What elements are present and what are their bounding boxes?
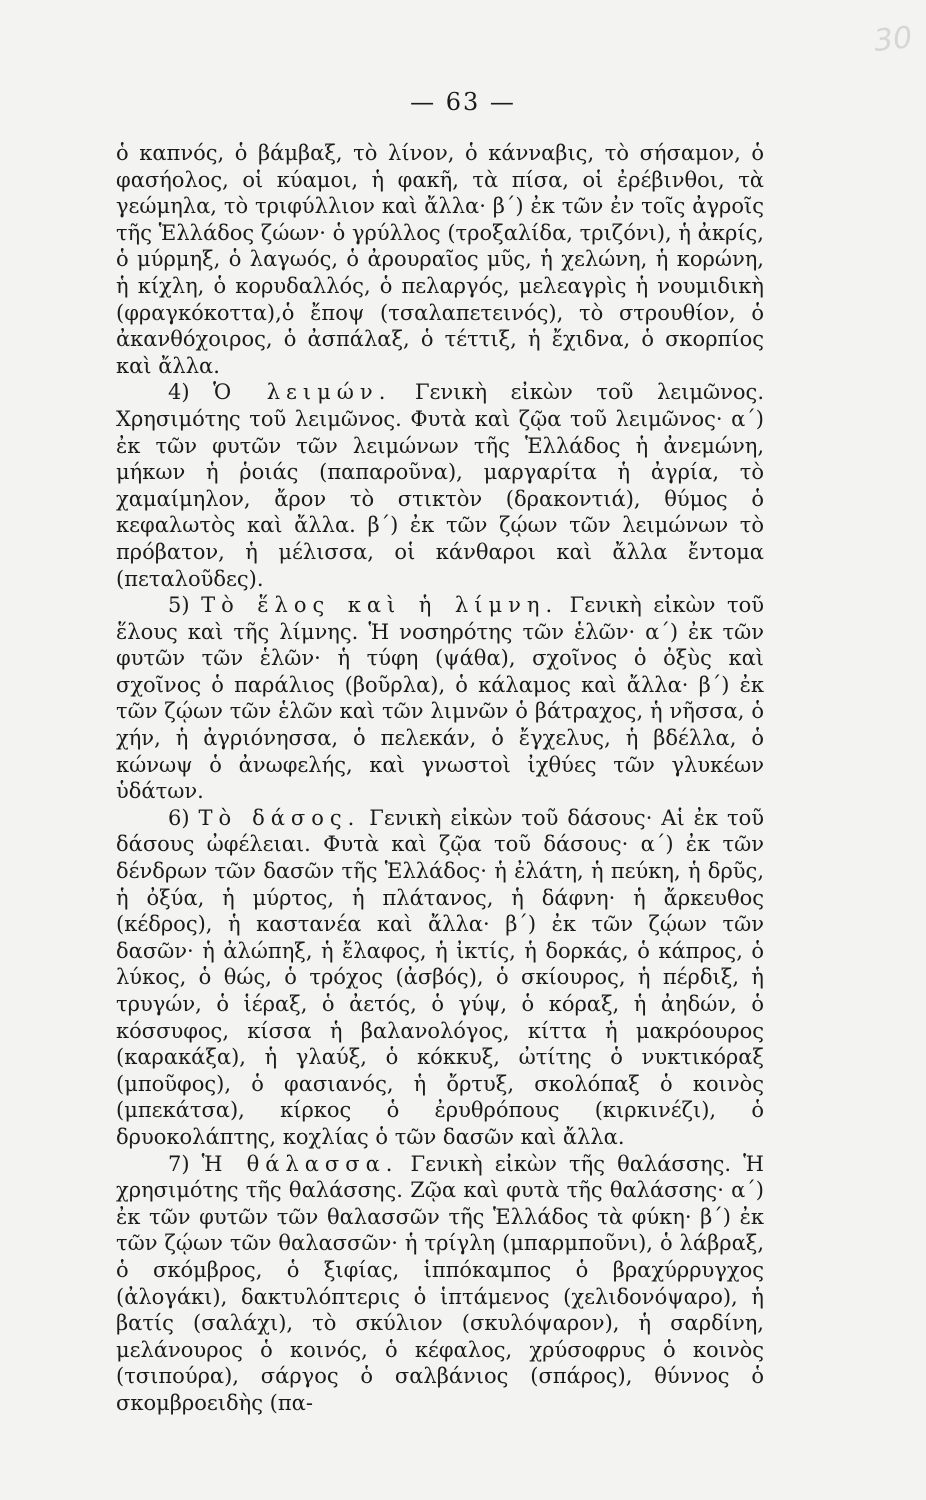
section-text-forest: Γενικὴ εἰκὼν τοῦ δάσους· Αἱ ἐκ τοῦ δάσους ὠφέλειαι. Φυτὰ καὶ ζῷα τοῦ δάσους· α΄) ἐκ τῶν δένδρων τῶν δασῶν τῆς Ἑλλάδος· ἡ ἐλάτη, ἡ πεύκη, ἡ δρῦς, ἡ ὀξύα, ἡ μύρτος, ἡ πλάτανος, ἡ δάφνη· ἡ ἄρκευθος (κέδρος), ἡ καστανέα καὶ ἄλλα· β΄) ἐκ τῶν ζῴων τῶν δασῶν· ἡ ἀλώπηξ, ἡ ἔλαφος, ἡ ἰκτίς, ἡ δορκάς, ὁ κάπρος, ὁ λύκος, ὁ θώς, ὁ τρόχος (ἀσβός), ὁ σκίουρος, ἡ πέρδιξ, ἡ τρυγών, ὁ ἱέραξ, ὁ ἀετός, ὁ γύψ, ὁ κόραξ, ἡ ἀηδών, ὁ κόσσυφος, κίσσα ἡ βαλανολόγος, κίττα ἡ μακρόουρος (καρακάξα), ἡ γλαύξ, ὁ κόκκυξ, ὠτίτης ὁ νυκτικόραξ (μποῦφος), ὁ φασιανός, ἡ ὄρτυξ, σκολόπαξ ὁ κοινὸς (μπεκάτσα), κίρκος ὁ ἐρυθρόπους (κιρκινέζι), ὁ δρυοκολάπτης, κοχλίας ὁ τῶν δασῶν καὶ ἄλλα. <box>116 805 764 1149</box>
section-text-marsh-lake: Γενικὴ εἰκὼν τοῦ ἕλους καὶ τῆς λίμνης. Ἡ νοσηρότης τῶν ἑλῶν· α΄) ἐκ τῶν φυτῶν τῶν ἑλῶν· ἡ τύφη (ψάθα), σχοῖνος ὁ ὀξὺς καὶ σχοῖνος ὁ παράλιος (βοῦρλα), ὁ κάλαμος καὶ ἄλλα· β΄) ἐκ τῶν ζῴων τῶν ἑλῶν καὶ τῶν λιμνῶν ὁ βάτραχος, ἡ νῆσσα, ὁ χήν, ἡ ἀγριόνησσα, ὁ πελεκάν, ὁ ἔγχελυς, ἡ βδέλλα, ὁ κώνωψ ὁ ἀνωφελής, καὶ γνωστοὶ ἰχθύες τῶν γλυκέων ὑδάτων. <box>116 593 764 804</box>
section-number: 5) <box>168 593 202 618</box>
page-number: — 63 — <box>410 88 516 116</box>
section-heading-sea: Ἡ θάλασσα. <box>201 1151 399 1176</box>
section-text-sea: Γενικὴ εἰκὼν τῆς θαλάσσης. Ἡ χρησιμότης τῆς θαλάσσης. Ζῷα καὶ φυτὰ τῆς θαλάσσης· α΄) ἐκ τῶν φυτῶν τῶν θαλασσῶν τῆς Ἑλλάδος τὰ φύκη· β΄) ἐκ τῶν ζῴων τῶν θαλασσῶν· ἡ τρίγλη (μπαρμποῦνι), ὁ λάβραξ, ὁ σκόμβρος, ὁ ξιφίας, ἱππόκαμπος ὁ βραχύρρυγχος (ἀλογάκι), δακτυλόπτερις ὁ ἱπτάμενος (χελιδονόψαρο), ἡ βατίς (σαλάχι), τὸ σκύλιον (σκυλόψαρον), ἡ σαρδίνη, μελάνουρος ὁ κοινός, ὁ κέφαλος, χρύσοφρυς ὁ κοινὸς (τσιπούρα), σάργος ὁ σαλβάνιος (σπάρος), θύννος ὁ σκομβροειδὴς (πα- <box>116 1151 764 1415</box>
paragraph-sea <box>116 1151 764 1417</box>
section-heading-meadow: Ὁ λειμών. <box>213 380 392 405</box>
section-heading-forest: Τὸ δάσος. <box>198 805 361 830</box>
paragraph-fields-continued: ὁ καπνός, ὁ βάμβαξ, τὸ λίνον, ὁ κάνναβις, τὸ σήσαμον, ὁ φασήολος, οἱ κύαμοι, ἡ φακῆ, τὰ πίσα, οἱ ἐρέβινθοι, τὰ γεώμηλα, τὸ τριφύλλιον καὶ ἄλλα· β΄) ἐκ τῶν ἐν τοῖς ἀγροῖς τῆς Ἑλλάδος ζώων· ὁ γρύλλος (τροξαλίδα, τριζόνι), ἡ ἀκρίς, ὁ μύρμηξ, ὁ λαγωός, ὁ ἀρουραῖος μῦς, ἡ χελώνη, ἡ κορώνη, ἡ κίχλη, ὁ κορυδαλλός, ὁ πελαργός, μελεαγρὶς ἡ νουμιδικὴ (φραγκόκοττα),ὁ ἔποψ (τσαλαπετεινός), τὸ στρουθίον, ὁ ἀκανθόχοιρος, ὁ ἀσπάλαξ, ὁ τέττιξ, ἡ ἔχιδνα, ὁ σκορπίος καὶ ἄλλα. <box>116 141 764 378</box>
section-number: 6) <box>168 805 199 830</box>
paragraph-forest <box>116 805 764 1151</box>
section-text-meadow: Γενικὴ εἰκὼν τοῦ λειμῶνος. Χρησιμότης τοῦ λειμῶνος. Φυτὰ καὶ ζῷα τοῦ λειμῶνος· α΄) ἐκ τῶν φυτῶν τῶν λειμώνων τῆς Ἑλλάδος ἡ ἀνεμώνη, μήκων ἡ ῥοιάς (παπαροῦνα), μαργαρίτα ἡ ἀγρία, τὸ χαμαίμηλον, ἄρον τὸ στικτὸν (δρακοντιά), θύμος ὁ κεφαλωτὸς καὶ ἄλλα. β΄) ἐκ τῶν ζῴων τῶν λειμώνων τὸ πρόβατον, ἡ μέλισσα, οἱ κάνθαροι καὶ ἄλλα ἔντομα (πεταλοῦδες). <box>116 380 764 591</box>
section-heading-marsh-lake: Τὸ ἕλος καὶ ἡ λίμνη. <box>201 593 559 618</box>
paragraph-marsh-lake <box>116 592 764 805</box>
section-number: 7) <box>168 1151 202 1176</box>
page-body <box>116 140 764 1417</box>
paragraph-meadow <box>116 379 764 592</box>
section-number: 4) <box>168 380 214 405</box>
handwritten-page-mark: 30 <box>872 20 914 59</box>
